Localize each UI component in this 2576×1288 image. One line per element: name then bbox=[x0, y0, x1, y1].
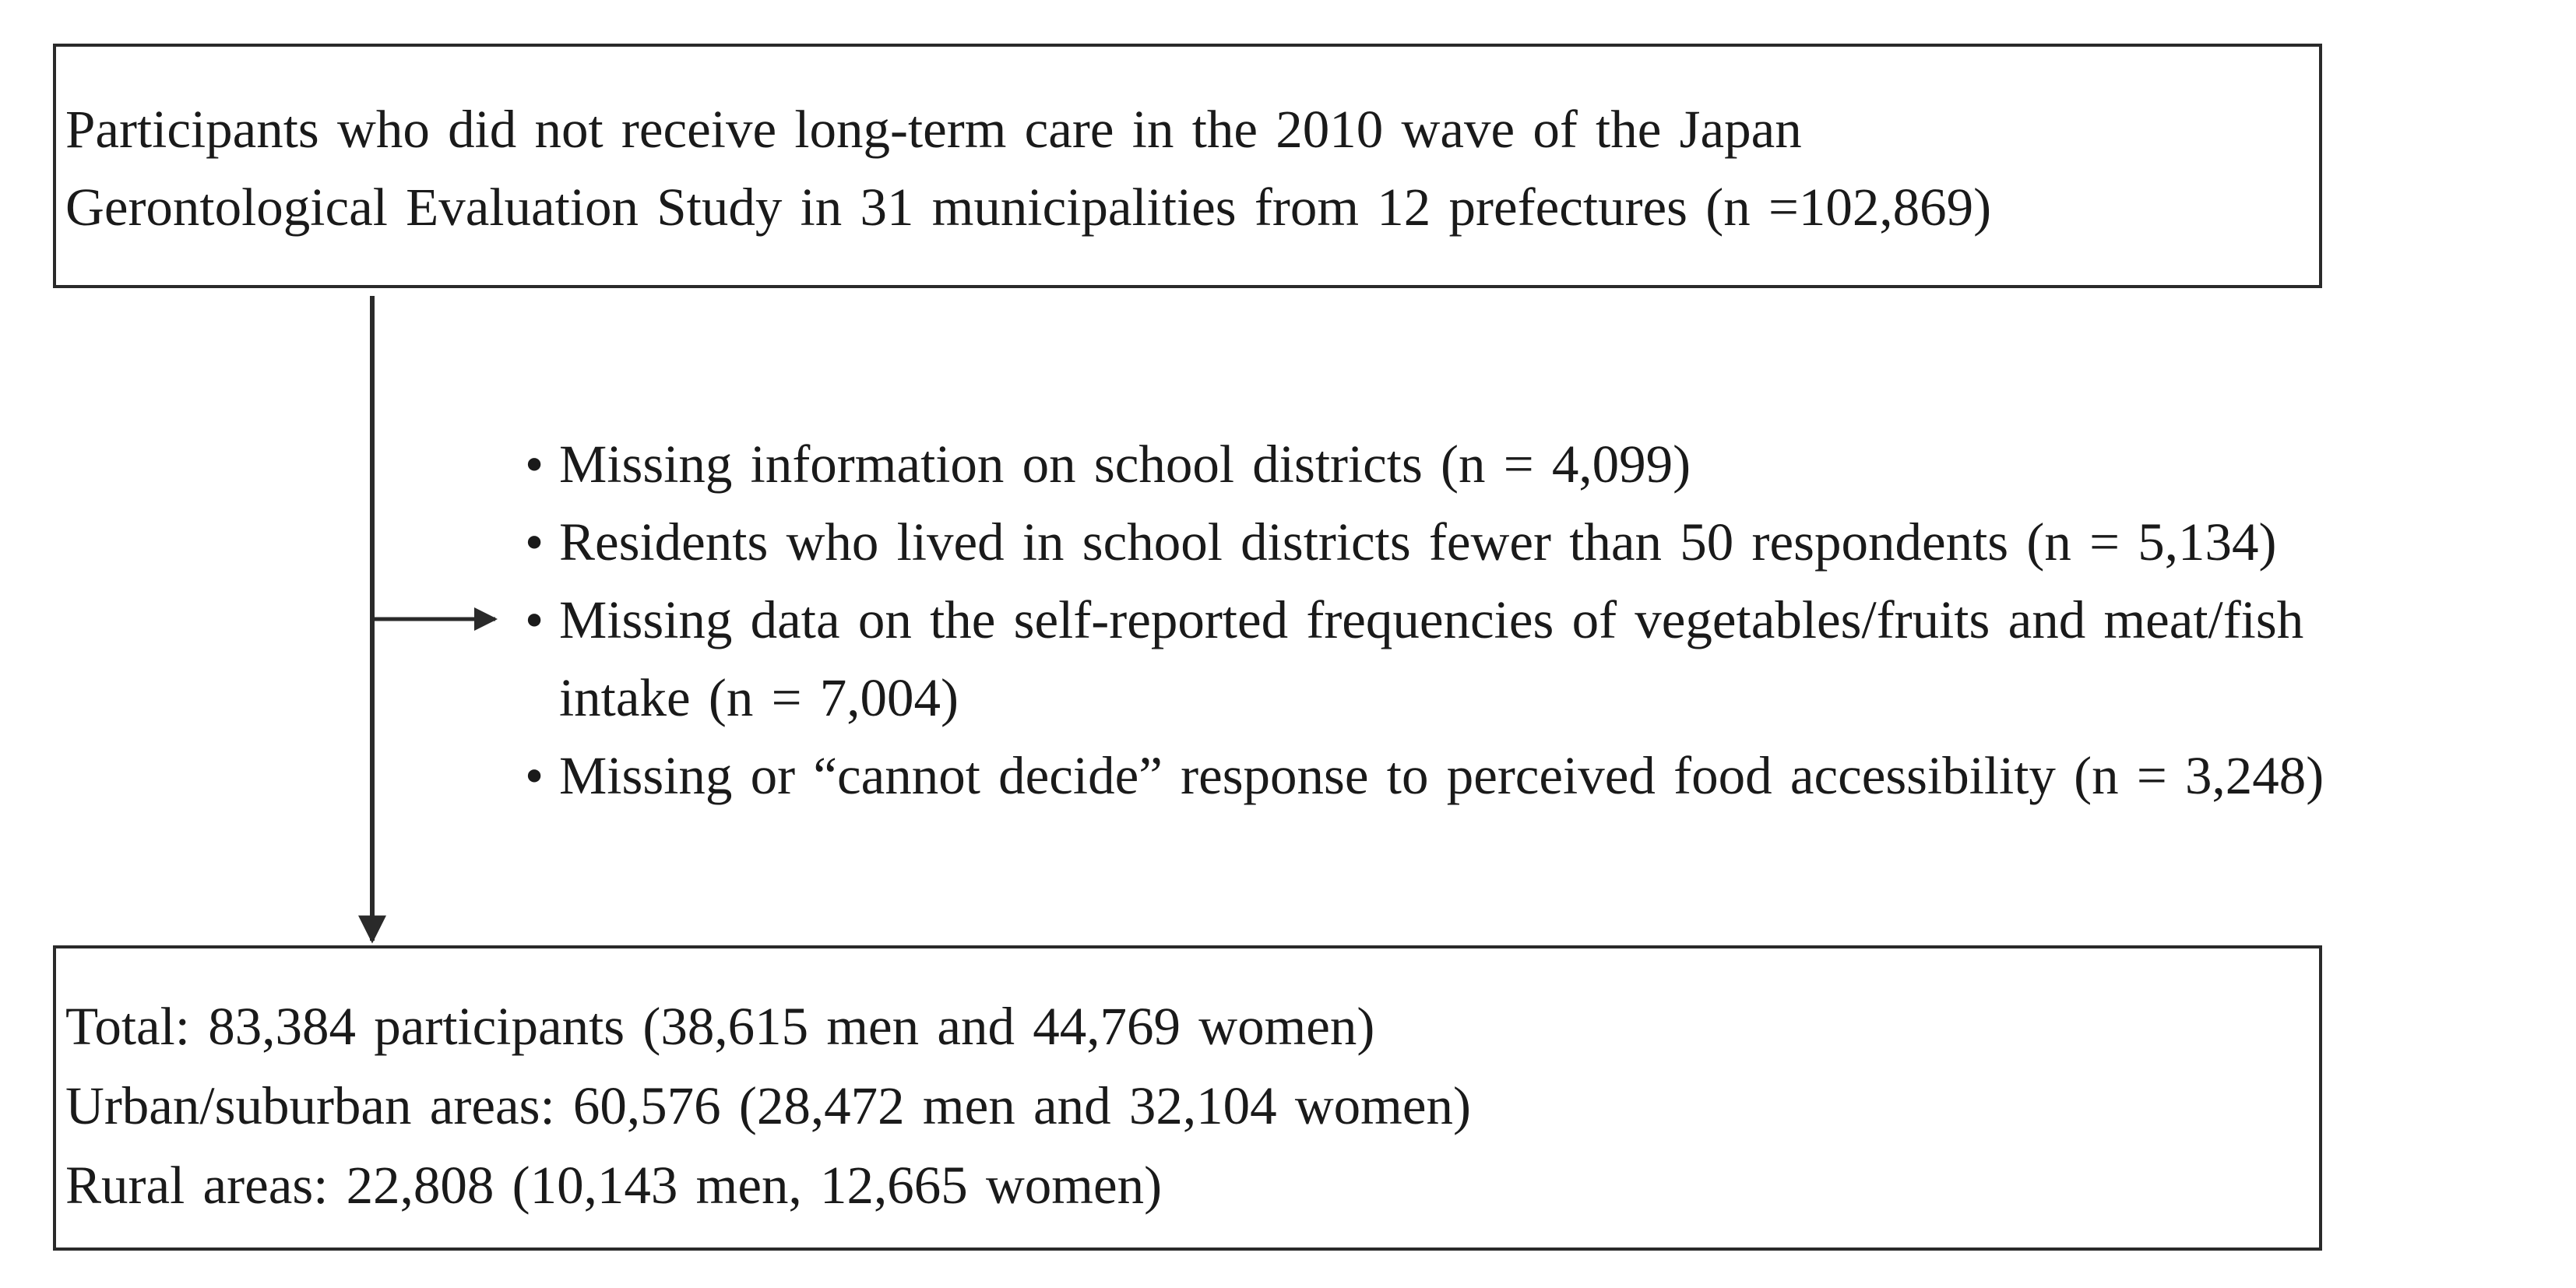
exclusion-item-text: Missing or “cannot decide” response to perceived food accessibility (n = 3,248) bbox=[559, 746, 2324, 805]
initial-participants-text-line-1: Participants who did not receive long-term care in the 2010 wave of the Japan bbox=[65, 100, 1802, 159]
exclusion-item-text: Missing data on the self-reported frequencies of vegetables/fruits and meat/fish bbox=[559, 590, 2304, 649]
exclusion-item-continuation: intake (n = 7,004) bbox=[559, 668, 959, 727]
initial-participants-box bbox=[53, 44, 2322, 288]
bullet-icon: • bbox=[525, 590, 544, 649]
exclusion-item bbox=[525, 737, 2565, 815]
exclusion-item-text: Residents who lived in school districts fewer than 50 respondents (n = 5,134) bbox=[559, 512, 2277, 572]
exclusion-item bbox=[525, 503, 2565, 581]
final-sample-urban: Urban/suburban areas: 60,576 (28,472 men and 32,104 women) bbox=[65, 1076, 1471, 1135]
exclusion-item bbox=[525, 581, 2565, 737]
bullet-icon: • bbox=[525, 512, 544, 572]
final-sample-total: Total: 83,384 participants (38,615 men and 44,769 women) bbox=[65, 997, 1375, 1056]
exclusion-item bbox=[525, 425, 2565, 503]
final-sample-box bbox=[53, 945, 2322, 1251]
final-sample-rural: Rural areas: 22,808 (10,143 men, 12,665 women) bbox=[65, 1156, 1163, 1215]
bullet-icon: • bbox=[525, 746, 544, 805]
exclusion-criteria-list bbox=[525, 425, 2565, 815]
bullet-icon: • bbox=[525, 435, 544, 494]
initial-participants-text-line-2: Gerontological Evaluation Study in 31 municipalities from 12 prefectures (n =102,869) bbox=[65, 178, 1992, 237]
exclusion-item-text: Missing information on school districts (n = 4,099) bbox=[559, 435, 1691, 494]
